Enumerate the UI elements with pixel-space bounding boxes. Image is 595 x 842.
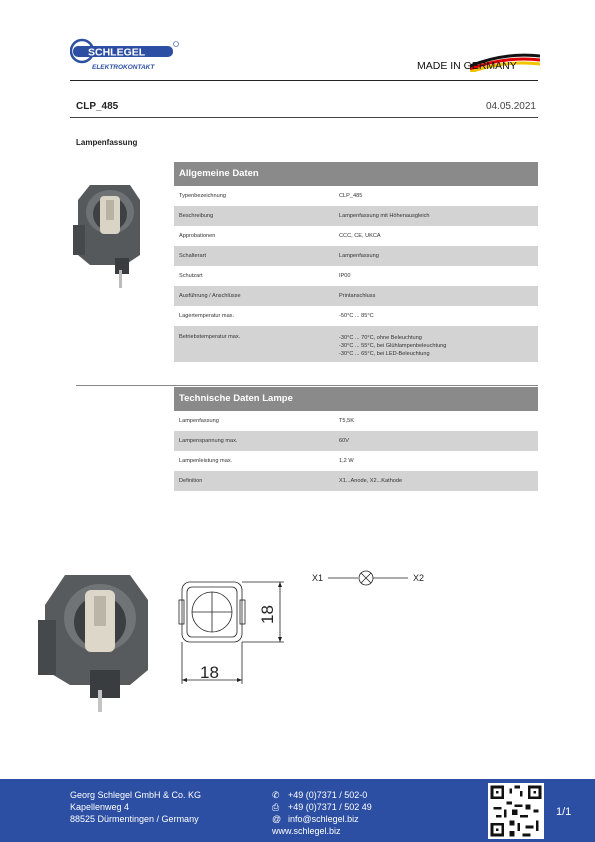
- table-separator: [76, 385, 538, 386]
- row-value: [339, 212, 538, 220]
- qr-code: [488, 783, 544, 839]
- header-divider: [70, 80, 538, 81]
- row-label: Betriebstemperatur max.: [179, 334, 241, 340]
- row-label: Lampenleistung max.: [179, 458, 233, 464]
- made-in-label: MADE IN GERMANY: [417, 60, 517, 72]
- product-photo-large: [30, 560, 158, 715]
- row-label: Lampenspannung max.: [179, 438, 238, 444]
- row-value-line: CCC, CE, UKCA: [339, 233, 381, 239]
- document-id: CLP_485: [76, 101, 119, 112]
- email-icon: @: [272, 814, 282, 824]
- row-value-line: CLP_485: [339, 193, 363, 199]
- row-value-line: Printanschluss: [339, 293, 376, 299]
- row-label: Beschreibung: [179, 213, 214, 219]
- table-row: [174, 471, 538, 491]
- row-value: [339, 312, 538, 320]
- fax-icon: ⎙: [272, 802, 280, 812]
- table-row: [174, 266, 538, 286]
- dimension-drawing: [172, 572, 297, 690]
- terminal-x1: X1: [312, 573, 324, 583]
- table-row: [174, 411, 538, 431]
- row-value-line: -30°C ... 55°C, bei Glühlampenbeleuchtung: [339, 343, 447, 349]
- row-value-line: Lampenfassung mit Höhenausgleich: [339, 213, 430, 219]
- city: 88525 Dürmentingen / Germany: [70, 814, 199, 824]
- lamp-symbol: [328, 568, 408, 588]
- schlegel-logo: [70, 38, 180, 72]
- email-link[interactable]: info@schlegel.biz: [288, 814, 359, 824]
- row-value: [339, 232, 538, 240]
- brand-sub: ELEKTROKONTAKT: [92, 64, 155, 71]
- section-title: Lampenfassung: [76, 138, 138, 147]
- row-value: [339, 252, 538, 260]
- document-date: 04.05.2021: [485, 101, 536, 112]
- row-label: Ausführung / Anschlüsse: [179, 293, 241, 299]
- lamp-data-title: Technische Daten Lampe: [174, 387, 538, 411]
- row-value-line: IP00: [339, 273, 351, 279]
- table-row: [174, 306, 538, 326]
- dimension-width: 18: [200, 663, 219, 682]
- page-number: 1/1: [556, 806, 572, 818]
- phone-number: +49 (0)7371 / 502-0: [288, 790, 368, 800]
- terminal-x2: X2: [413, 573, 425, 583]
- row-value: [339, 334, 538, 358]
- row-label: Schalterart: [179, 253, 207, 259]
- lamp-data-table: [174, 387, 538, 491]
- table-row: [174, 431, 538, 451]
- row-value: [339, 192, 538, 200]
- row-label: Lampenfassung: [179, 418, 219, 424]
- row-label: Lagertemperatur max.: [179, 313, 235, 319]
- table-row: [174, 186, 538, 206]
- row-value: [339, 437, 538, 445]
- row-value-line: -30°C ... 70°C, ohne Beleuchtung: [339, 335, 422, 341]
- dimension-height: 18: [258, 605, 277, 624]
- row-value-line: T5,5K: [339, 418, 354, 424]
- row-value: [339, 292, 538, 300]
- title-divider: [70, 117, 538, 118]
- footer-address: [70, 789, 201, 825]
- row-value-line: -50°C ... 85°C: [339, 313, 374, 319]
- website-link[interactable]: www.schlegel.biz: [272, 826, 341, 836]
- table-row: [174, 226, 538, 246]
- general-data-table: [174, 162, 538, 362]
- brand-name: SCHLEGEL: [88, 46, 146, 59]
- row-value-line: X1...Anode, X2...Kathode: [339, 478, 403, 484]
- row-value: [339, 477, 538, 485]
- table-row: [174, 451, 538, 471]
- table-row: [174, 286, 538, 306]
- row-label: Definition: [179, 478, 203, 484]
- row-value-line: Lampenfassung: [339, 253, 379, 259]
- footer-contact: [272, 789, 372, 837]
- row-value-line: -30°C ... 65°C, bei LED-Beleuchtung: [339, 351, 430, 357]
- general-data-title: Allgemeine Daten: [174, 162, 538, 186]
- company-name: Georg Schlegel GmbH & Co. KG: [70, 790, 202, 800]
- row-value-line: 60V: [339, 438, 349, 444]
- row-label: Approbationen: [179, 233, 216, 239]
- row-value-line: 1,2 W: [339, 458, 354, 464]
- product-photo: [70, 170, 150, 290]
- street: Kapellenweg 4: [70, 802, 130, 812]
- row-value: [339, 417, 538, 425]
- row-value: [339, 457, 538, 465]
- row-label: Schutzart: [179, 273, 203, 279]
- table-row: [174, 326, 538, 362]
- row-value: [339, 272, 538, 280]
- row-label: Typenbezeichnung: [179, 193, 226, 199]
- fax-number: +49 (0)7371 / 502 49: [288, 802, 372, 812]
- phone-icon: ✆: [272, 790, 280, 800]
- table-row: [174, 206, 538, 226]
- table-row: [174, 246, 538, 266]
